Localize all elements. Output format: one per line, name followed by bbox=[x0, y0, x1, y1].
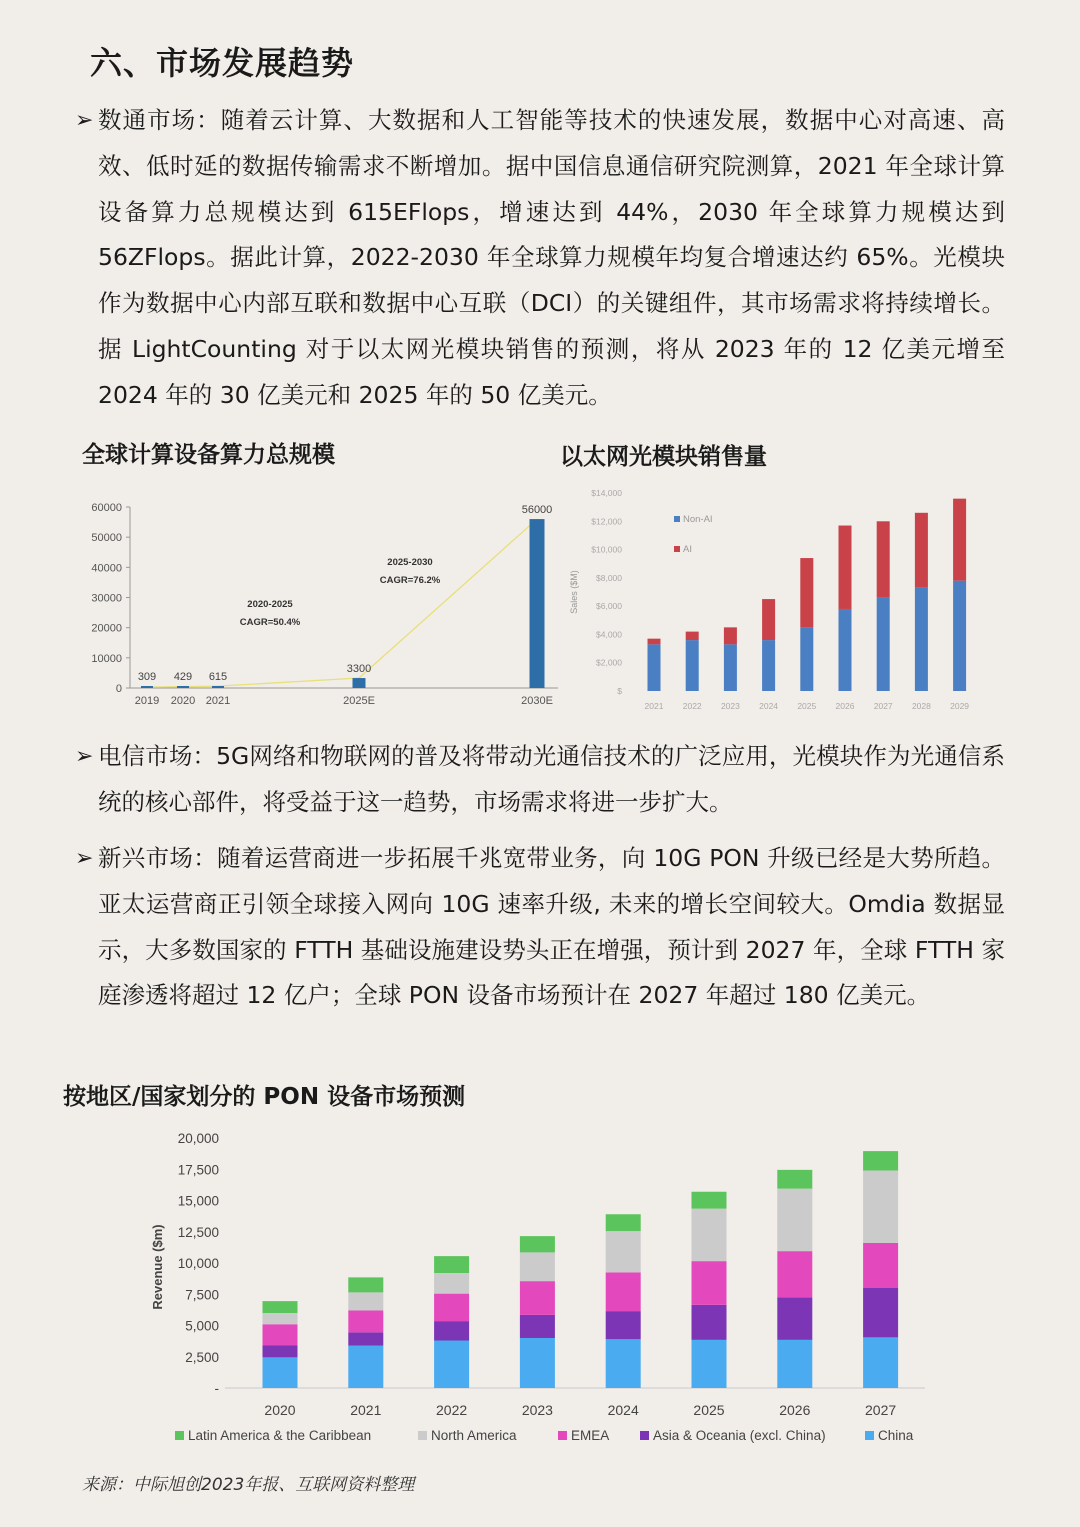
x-tick-label: 2025 bbox=[797, 701, 817, 711]
bar-segment bbox=[434, 1294, 469, 1322]
y-tick-label: 7,500 bbox=[185, 1287, 219, 1303]
bar-segment bbox=[692, 1340, 727, 1388]
y-tick-label: $8,000 bbox=[596, 572, 622, 583]
y-tick-label: $14,000 bbox=[591, 488, 622, 498]
bar-segment bbox=[434, 1273, 469, 1294]
bullet-emerging bbox=[75, 836, 1005, 1019]
y-tick-label: 15,000 bbox=[177, 1193, 219, 1209]
y-tick-label: 12,500 bbox=[177, 1224, 219, 1240]
bar-value-label: 309 bbox=[137, 671, 157, 683]
bar-segment bbox=[263, 1313, 298, 1324]
bar-segment bbox=[348, 1311, 383, 1333]
x-tick-label: 2020 bbox=[170, 695, 196, 707]
bar-segment-ai bbox=[953, 499, 966, 581]
bullet-text: 电信市场：5G网络和物联网的普及将带动光通信技术的广泛应用，光模块作为光通信系统的核心部件，将受益于这一趋势，市场需求将进一步扩大。 bbox=[98, 742, 1005, 816]
bar-segment-ai bbox=[915, 513, 928, 588]
bar-segment bbox=[520, 1315, 555, 1338]
bar bbox=[177, 686, 189, 688]
bar-segment bbox=[606, 1272, 641, 1311]
x-tick-label: 2025 bbox=[693, 1402, 725, 1418]
bar-segment bbox=[520, 1236, 555, 1252]
legend-swatch bbox=[640, 1431, 649, 1440]
bar-segment-ai bbox=[648, 639, 661, 645]
legend-swatch bbox=[558, 1431, 567, 1440]
x-tick-label: 2029 bbox=[950, 701, 970, 711]
arrow-bullet-icon: ➢ bbox=[75, 846, 94, 871]
bar-segment bbox=[263, 1301, 298, 1313]
computing-power-chart bbox=[80, 495, 560, 720]
legend-swatch bbox=[418, 1431, 427, 1440]
bullet-text: 新兴市场：随着运营商进一步拓展千兆宽带业务，向 10G PON 升级已经是大势所趋。亚太运营商正引领全球接入网向 10G 速率升级, 未来的增长空间较大。Omdia 数据显示，大多数国家的 FTTH 基础设施建设势头正在增强，预计到 2027 年，全球 FTTH 家庭渗透将超过 12 亿户；全球 PON 设备市场预计在 2027 年超过 180 亿美元。 bbox=[98, 844, 1005, 1010]
legend-label: North America bbox=[431, 1428, 517, 1443]
bar-segment bbox=[777, 1251, 812, 1297]
bar-value-label: 56000 bbox=[521, 504, 553, 517]
cagr-annotation-rate: CAGR=50.4% bbox=[239, 617, 301, 628]
bar-segment bbox=[606, 1214, 641, 1231]
bar-segment-ai bbox=[762, 599, 775, 640]
bar-segment-non-ai bbox=[648, 644, 661, 691]
page-title: 六、市场发展趋势 bbox=[90, 44, 355, 82]
bar-segment bbox=[606, 1231, 641, 1272]
bar-segment bbox=[777, 1170, 812, 1189]
legend-label: Asia & Oceania (excl. China) bbox=[653, 1428, 826, 1443]
bar-segment bbox=[777, 1297, 812, 1340]
y-tick-label: 40000 bbox=[91, 562, 122, 575]
bar-segment bbox=[863, 1171, 898, 1244]
x-tick-label: 2027 bbox=[865, 1402, 897, 1418]
y-tick-label: $10,000 bbox=[591, 544, 622, 555]
bar-segment-non-ai bbox=[877, 598, 890, 691]
y-axis-label: Sales ($M) bbox=[569, 570, 579, 614]
bar bbox=[212, 686, 224, 688]
y-tick-label: 5,000 bbox=[185, 1318, 219, 1334]
legend-label: Non-AI bbox=[683, 514, 713, 525]
cagr-annotation-rate: CAGR=76.2% bbox=[379, 575, 441, 586]
bar-segment bbox=[863, 1337, 898, 1388]
x-tick-label: 2022 bbox=[436, 1402, 468, 1418]
bar-segment-ai bbox=[800, 558, 813, 627]
bar bbox=[141, 686, 153, 688]
y-tick-label: $12,000 bbox=[591, 516, 622, 527]
bar-segment bbox=[692, 1192, 727, 1209]
x-tick-label: 2022 bbox=[682, 701, 702, 711]
y-tick-label: $4,000 bbox=[596, 629, 622, 640]
legend-label: EMEA bbox=[571, 1428, 610, 1443]
x-tick-label: 2021 bbox=[350, 1402, 382, 1418]
bullet-text: 数通市场：随着云计算、大数据和人工智能等技术的快速发展，数据中心对高速、高效、低时延的数据传输需求不断增加。据中国信息通信研究院测算，2021 年全球计算设备算力总规模达到 615EFlops，增速达到 44%，2030 年全球算力规模达到 56ZFlops。据此计算，2022-2030 年全球算力规模年均复合增速达约 65%。光模块作为数据中心内部互联和数据中心互联（DCI）的关键组件，其市场需求将持续增长。据 LightCounting 对于以太网光模块销售的预测，将从 2023 年的 12 亿美元增至 2024 年的 30 亿美元和 2025 年的 50 亿美元。 bbox=[98, 106, 1005, 409]
bar bbox=[353, 678, 366, 688]
y-tick-label: 50000 bbox=[91, 532, 122, 545]
bar-value-label: 3300 bbox=[346, 663, 372, 676]
y-tick-label: $ bbox=[617, 686, 622, 696]
legend-swatch bbox=[865, 1431, 874, 1440]
bar-segment-non-ai bbox=[839, 609, 852, 691]
x-tick-label: 2020 bbox=[264, 1402, 296, 1418]
y-tick-label: 20000 bbox=[91, 622, 122, 635]
y-tick-label: 60000 bbox=[91, 502, 122, 514]
x-tick-label: 2026 bbox=[779, 1402, 811, 1418]
bar-segment-non-ai bbox=[915, 588, 928, 691]
trend-line bbox=[147, 519, 537, 687]
x-tick-label: 2030E bbox=[521, 695, 553, 707]
bar-segment bbox=[520, 1252, 555, 1281]
x-tick-label: 2024 bbox=[759, 701, 779, 711]
y-tick-label: 0 bbox=[115, 683, 122, 695]
x-tick-label: 2023 bbox=[521, 1402, 553, 1418]
bar-segment bbox=[777, 1189, 812, 1252]
y-tick-label: 10000 bbox=[91, 652, 122, 665]
y-axis-label: Revenue ($m) bbox=[150, 1224, 165, 1310]
x-tick-label: 2026 bbox=[835, 701, 855, 711]
bar-segment bbox=[863, 1288, 898, 1337]
y-tick-label: $6,000 bbox=[596, 601, 622, 612]
y-tick-label: - bbox=[214, 1381, 219, 1396]
legend-swatch bbox=[175, 1431, 184, 1440]
bar bbox=[530, 519, 545, 688]
y-tick-label: 2,500 bbox=[185, 1349, 219, 1365]
x-tick-label: 2023 bbox=[720, 701, 740, 711]
chart-title-pon: 按地区/国家划分的 PON 设备市场预测 bbox=[63, 1084, 466, 1110]
legend-label: China bbox=[878, 1428, 914, 1443]
bar-segment bbox=[606, 1311, 641, 1339]
bar-segment bbox=[348, 1292, 383, 1310]
bar-segment-ai bbox=[877, 521, 890, 597]
x-tick-label: 2019 bbox=[134, 695, 160, 707]
bar-segment bbox=[863, 1151, 898, 1170]
pon-market-chart bbox=[140, 1122, 940, 1457]
bar-segment bbox=[263, 1357, 298, 1388]
bar-segment bbox=[692, 1209, 727, 1262]
chart-title-ethernet: 以太网光模块销售量 bbox=[560, 444, 767, 470]
bar-segment bbox=[863, 1243, 898, 1288]
bar-segment-non-ai bbox=[686, 640, 699, 691]
bar-segment bbox=[348, 1332, 383, 1345]
bar-segment bbox=[434, 1256, 469, 1273]
bar-segment bbox=[520, 1281, 555, 1315]
legend-label: Latin America & the Caribbean bbox=[188, 1428, 372, 1443]
y-tick-label: 20,000 bbox=[177, 1131, 219, 1146]
bar-segment bbox=[692, 1305, 727, 1340]
bar-segment-non-ai bbox=[724, 644, 737, 691]
x-tick-label: 2028 bbox=[911, 701, 931, 711]
y-tick-label: 10,000 bbox=[177, 1256, 219, 1271]
bar-segment bbox=[434, 1321, 469, 1340]
bar-value-label: 429 bbox=[173, 671, 193, 683]
legend-label: AI bbox=[683, 544, 692, 555]
arrow-bullet-icon: ➢ bbox=[75, 108, 94, 133]
bar-segment-non-ai bbox=[800, 627, 813, 691]
bullet-datacom bbox=[75, 98, 1005, 419]
y-tick-label: 30000 bbox=[91, 592, 122, 605]
bar-segment bbox=[348, 1277, 383, 1292]
x-tick-label: 2027 bbox=[873, 701, 893, 711]
legend-swatch bbox=[674, 546, 680, 552]
y-tick-label: 17,500 bbox=[177, 1162, 219, 1178]
x-tick-label: 2021 bbox=[644, 701, 664, 711]
y-tick-label: $2,000 bbox=[596, 657, 622, 668]
bar-segment bbox=[434, 1341, 469, 1389]
bullet-telecom bbox=[75, 734, 1005, 826]
cagr-annotation-period: 2020-2025 bbox=[247, 599, 293, 610]
bar-segment-non-ai bbox=[762, 640, 775, 691]
bar-segment-non-ai bbox=[953, 581, 966, 691]
bar-segment bbox=[606, 1339, 641, 1388]
legend-swatch bbox=[674, 516, 680, 522]
chart-title-computing: 全球计算设备算力总规模 bbox=[82, 442, 335, 468]
bar-segment bbox=[777, 1340, 812, 1388]
source-note: 来源：中际旭创2023年报、互联网资料整理 bbox=[82, 1475, 415, 1495]
ethernet-module-sales-chart bbox=[565, 482, 980, 717]
bar-segment-ai bbox=[839, 526, 852, 609]
bar-value-label: 615 bbox=[208, 671, 228, 683]
bar-segment-ai bbox=[686, 632, 699, 640]
x-tick-label: 2024 bbox=[607, 1402, 639, 1418]
bar-segment bbox=[692, 1261, 727, 1305]
cagr-annotation-period: 2025-2030 bbox=[387, 557, 433, 568]
x-tick-label: 2021 bbox=[205, 695, 231, 707]
bar-segment bbox=[263, 1346, 298, 1358]
bar-segment bbox=[348, 1346, 383, 1389]
x-tick-label: 2025E bbox=[343, 695, 375, 707]
bar-segment bbox=[263, 1324, 298, 1345]
bar-segment-ai bbox=[724, 627, 737, 644]
arrow-bullet-icon: ➢ bbox=[75, 744, 94, 769]
bar-segment bbox=[520, 1338, 555, 1388]
